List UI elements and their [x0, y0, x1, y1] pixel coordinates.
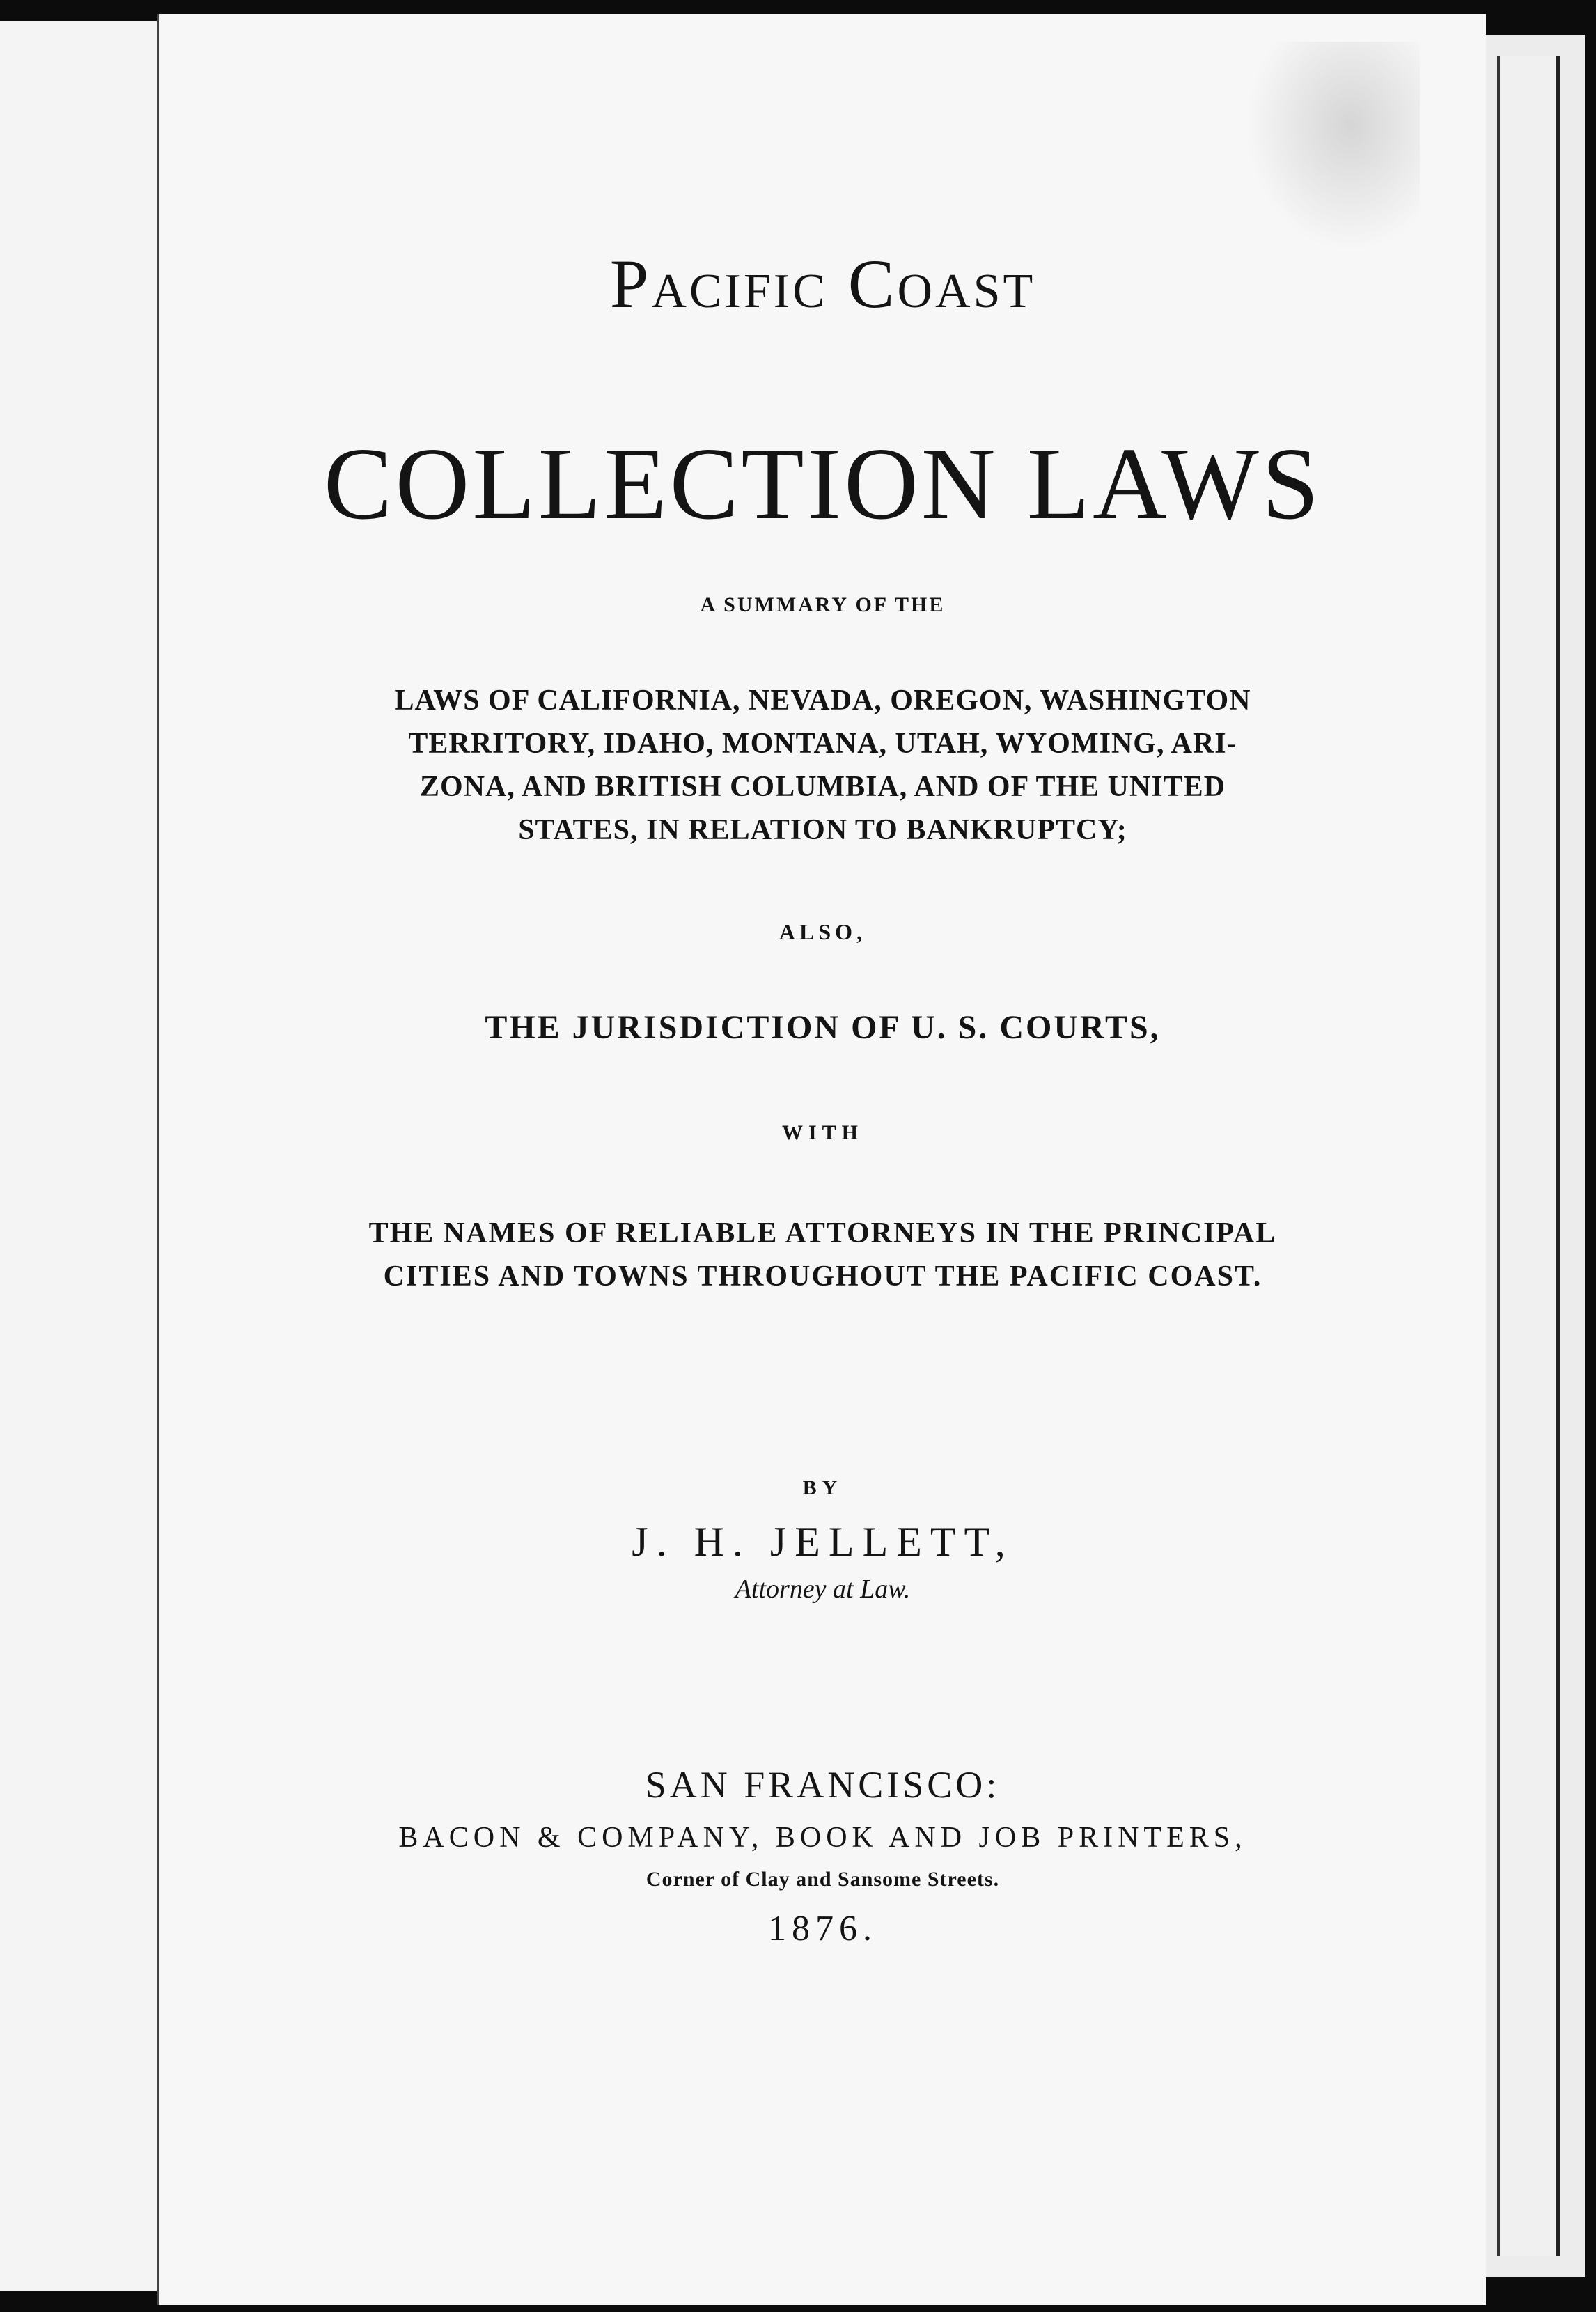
laws-line: TERRITORY, IDAHO, MONTANA, UTAH, WYOMING, ARI- [408, 728, 1237, 760]
by-label: BY [802, 1476, 843, 1499]
publication-city: SAN FRANCISCO: [645, 1764, 1001, 1806]
author-name: J. H. JELLETT, [632, 1519, 1014, 1565]
publication-year: 1876. [768, 1909, 877, 1948]
printer-address: Corner of Clay and Sansome Streets. [646, 1868, 1000, 1891]
author-title: Attorney at Law. [735, 1575, 911, 1604]
names-line: THE NAMES OF RELIABLE ATTORNEYS IN THE PRINCIPAL [368, 1217, 1277, 1249]
laws-line: LAWS OF CALIFORNIA, NEVADA, OREGON, WASHINGTON [394, 685, 1251, 717]
laws-line: STATES, IN RELATION TO BANKRUPTCY; [518, 814, 1127, 846]
laws-block [159, 679, 1486, 852]
printer-name: BACON & COMPANY, BOOK AND JOB PRINTERS, [398, 1822, 1247, 1854]
series-title: Pacific Coast [609, 245, 1036, 322]
names-block [159, 1212, 1486, 1298]
book-edge-inner [1497, 56, 1560, 2256]
also-label: ALSO, [779, 919, 867, 944]
facing-page-edge [0, 21, 160, 2291]
title-page [157, 14, 1486, 2305]
with-label: WITH [781, 1121, 864, 1144]
main-title: COLLECTION LAWS [323, 427, 1322, 541]
laws-line: ZONA, AND BRITISH COLUMBIA, AND OF THE UNITED [419, 771, 1226, 803]
paper-stain [1246, 42, 1420, 251]
summary-intro: A SUMMARY OF THE [700, 593, 946, 616]
jurisdiction-line: THE JURISDICTION OF U. S. COURTS, [485, 1009, 1161, 1046]
names-line: CITIES AND TOWNS THROUGHOUT THE PACIFIC COAST. [383, 1260, 1262, 1292]
